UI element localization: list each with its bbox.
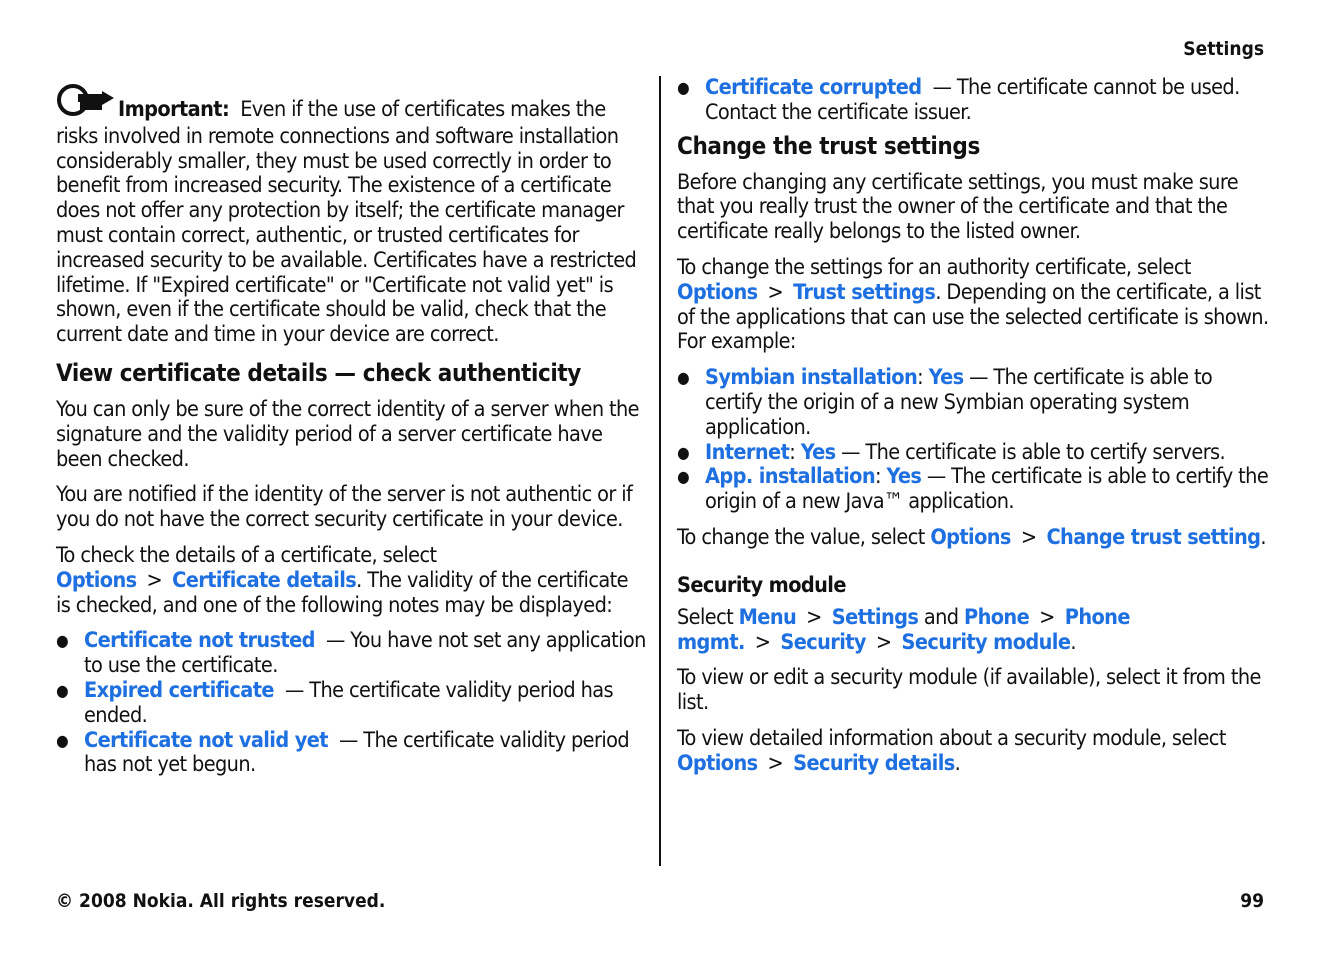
options-link[interactable]: Options (677, 279, 758, 305)
yes-value-link[interactable]: Yes (886, 464, 922, 490)
certificate-details-link[interactable]: Certificate details (172, 567, 357, 593)
menu-separator: > (146, 567, 163, 593)
trust-apps-list (677, 366, 1269, 515)
important-hand-icon (56, 80, 116, 125)
security-para-3: To view detailed information about a security module, select Options > Security details. (677, 725, 1226, 776)
menu-separator: > (767, 750, 784, 776)
list-item: ● Certificate not valid yet — The certificate validity period has not yet begun. (56, 729, 646, 779)
app-installation-link[interactable]: App. installation (705, 464, 875, 490)
list-item: ● Certificate corrupted — The certificate cannot be used. Contact the certificate issuer. (677, 76, 1269, 126)
list-item: ● Internet: Yes — The certificate is able to certify servers. (677, 441, 1269, 466)
important-label: Important: (118, 97, 230, 122)
important-text: Even if the use of certificates makes the risks involved in remote connections and software installation considerably smaller, they must be used correctly in order to benefit from increased security. The existence of a certificate does not offer any protection by itself; the certificate manager must contain correct, authentic, or trusted certificates for increased security to be available. Certificates have a restricted lifetime. If "Expired certificate" or "Certificate not valid yet" is shown, even if the certificate should be valid, check that the current date and time in your device are correct. (56, 97, 637, 348)
security-module-link[interactable]: Security module (901, 629, 1071, 655)
list-item: ● App. installation: Yes — The certificate is able to certify the origin of a new Java™ application. (677, 465, 1269, 515)
security-details-link[interactable]: Security details (793, 750, 955, 776)
menu-separator: > (754, 629, 771, 655)
menu-separator: > (1039, 604, 1055, 630)
menu-separator: > (875, 629, 892, 655)
options-link[interactable]: Options (677, 750, 758, 776)
phone-mgmt-link[interactable]: Phone mgmt. (677, 604, 1130, 655)
certificate-not-trusted-link[interactable]: Certificate not trusted (84, 628, 315, 654)
list-item: ● Certificate not trusted — You have not set any application to use the certificate. (56, 629, 646, 679)
trust-settings-link[interactable]: Trust settings (793, 279, 936, 305)
menu-separator: > (1020, 524, 1037, 550)
symbian-installation-link[interactable]: Symbian installation (705, 365, 918, 391)
view-certificate-heading: View certificate details — check authenticity (56, 358, 581, 387)
settings-link[interactable]: Settings (831, 604, 919, 630)
expired-certificate-link[interactable]: Expired certificate (84, 677, 274, 703)
change-trust-setting-link[interactable]: Change trust setting (1046, 524, 1261, 550)
security-para-1: Select Menu > Settings and Phone > Phone mgmt. > Security > Security module. (677, 604, 1130, 655)
view-para-3: To check the details of a certificate, select Options > Certificate details. The validity of the certificate is checked, and one of the following notes may be displayed: (56, 542, 628, 618)
view-para-2: You are notified if the identity of the server is not authentic or if you do not have the correct security certificate in your device. (56, 482, 633, 533)
certificate-corrupted-link[interactable]: Certificate corrupted (705, 75, 922, 100)
menu-link[interactable]: Menu (738, 604, 797, 630)
options-link[interactable]: Options (56, 567, 137, 593)
copyright-footer: © 2008 Nokia. All rights reserved. (56, 890, 386, 912)
security-link[interactable]: Security (780, 629, 866, 655)
trust-para-1: Before changing any certificate settings, you must make sure that you really trust the owner of the certificate and that the certificate really belongs to the listed owner. (677, 169, 1239, 245)
internet-link[interactable]: Internet (705, 439, 790, 465)
certificate-notes-list (56, 629, 646, 778)
certificate-not-valid-yet-link[interactable]: Certificate not valid yet (84, 727, 328, 753)
menu-separator: > (767, 279, 784, 305)
view-para-1: You can only be sure of the correct identity of a server when the signature and the validity period of a server certificate have been checked. (56, 396, 639, 472)
right-column (677, 76, 1269, 788)
trust-para-3: To change the value, select Options > Change trust setting. (677, 524, 1266, 550)
list-item: ● Symbian installation: Yes — The certificate is able to certify the origin of a new Symbian operating system application. (677, 366, 1269, 440)
page-number: 99 (1240, 890, 1264, 912)
left-column (56, 76, 646, 789)
trust-para-2: To change the settings for an authority certificate, select Options > Trust settings. Depending on the certificate, a list of the applications that can use the selected certificate is shown. For example: (677, 254, 1269, 355)
yes-value-link[interactable]: Yes (800, 439, 836, 465)
list-item: ● Expired certificate — The certificate validity period has ended. (56, 679, 646, 729)
trust-settings-heading: Change the trust settings (677, 131, 980, 160)
security-para-2: To view or edit a security module (if available), select it from the list. (677, 665, 1261, 716)
column-divider (659, 76, 661, 866)
yes-value-link[interactable]: Yes (928, 365, 964, 391)
menu-separator: > (806, 604, 822, 630)
phone-link[interactable]: Phone (964, 604, 1030, 630)
section-header: Settings (1183, 38, 1264, 60)
important-note (56, 80, 646, 348)
security-module-heading: Security module (677, 572, 846, 598)
options-link[interactable]: Options (930, 524, 1011, 550)
certificate-notes-list-continued (677, 76, 1269, 126)
